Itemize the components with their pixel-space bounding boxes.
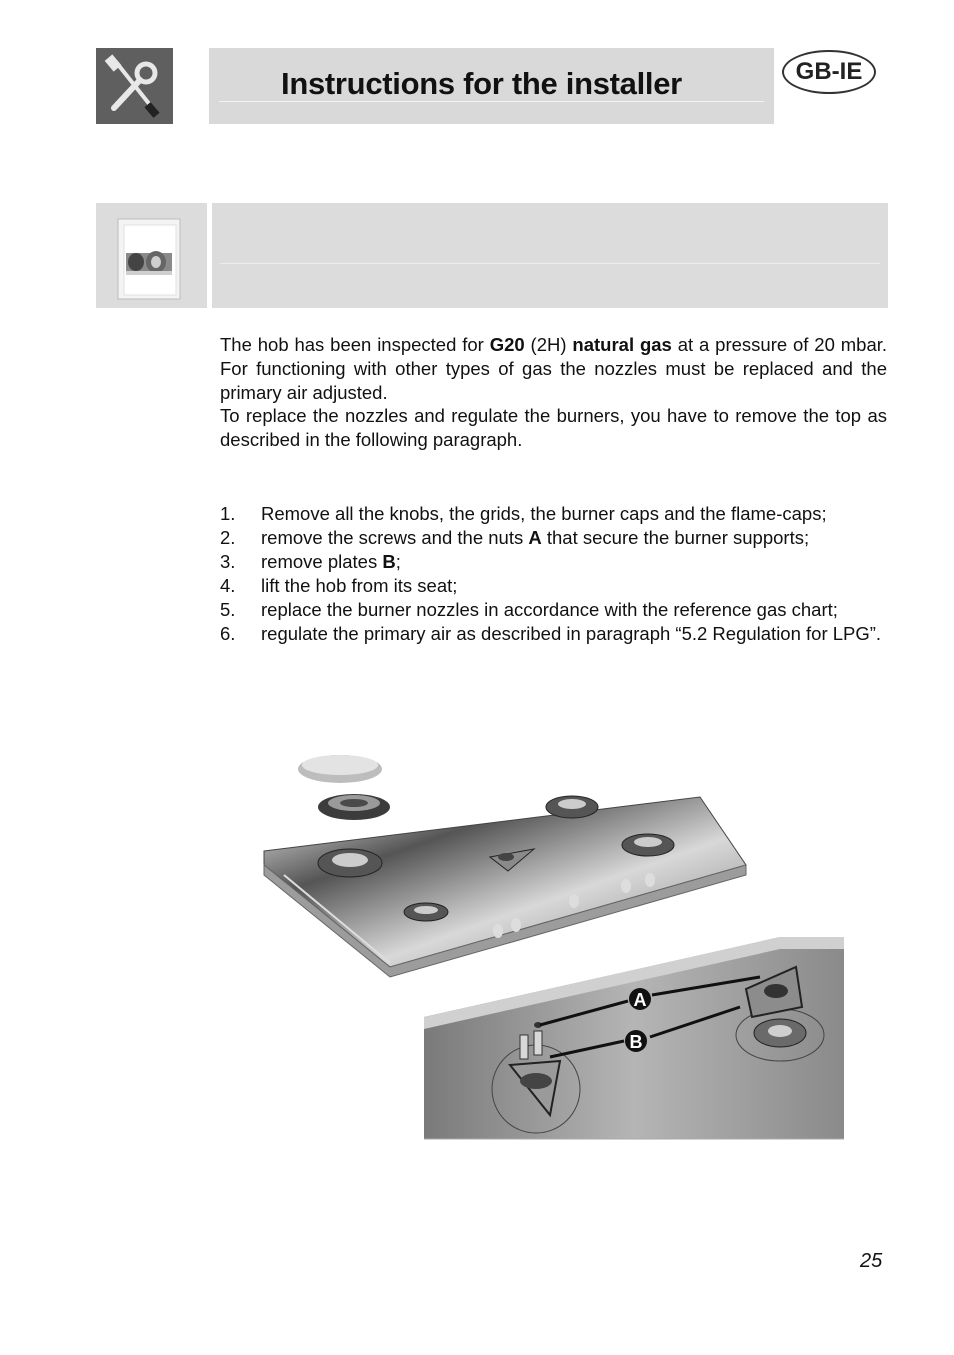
flame-cap — [318, 794, 390, 820]
text-run: at a pressure of 20 mbar. For functioning with other types of gas the nozzles must be replaced and the primary air adjusted. — [220, 334, 888, 403]
hob-top — [264, 796, 746, 977]
page-title: Instructions for the installer — [281, 66, 682, 101]
page-number: 25 — [860, 1250, 883, 1272]
text-run: that secure the burner supports; — [541, 527, 810, 548]
bold-term: A — [528, 527, 542, 548]
burner-knob-icon — [96, 203, 207, 308]
header-bar — [209, 48, 774, 124]
region-badge: GB-IE — [782, 50, 876, 94]
text-run: regulate the primary air as described in paragraph “5.2 Regulation for LPG”. — [261, 623, 882, 644]
intro-paragraph-2: To replace the nozzles and regulate the burners, you have to remove the top as described in the following paragraph. — [220, 405, 887, 450]
text-run: ; — [395, 551, 401, 572]
step-number: 4. — [220, 575, 236, 596]
step-item — [220, 598, 887, 622]
text-run: The hob has been inspected for — [220, 334, 490, 355]
callout-a: A — [633, 990, 647, 1010]
bold-term: natural gas — [572, 334, 672, 355]
text-run: (2H) — [524, 334, 573, 355]
step-item — [220, 550, 887, 574]
step-item — [220, 622, 887, 646]
bold-term: B — [382, 551, 396, 572]
step-number: 1. — [220, 503, 236, 524]
step-item — [220, 574, 887, 598]
tools-icon — [96, 48, 173, 124]
steps-list — [220, 502, 887, 646]
text-run: lift the hob from its seat; — [261, 575, 458, 596]
step-number: 5. — [220, 599, 236, 620]
step-item — [220, 502, 887, 526]
hob-base-detail — [424, 937, 844, 1139]
intro-paragraph — [220, 333, 887, 405]
step-number: 3. — [220, 551, 236, 572]
step-number: 6. — [220, 623, 236, 644]
hob-illustration — [240, 745, 860, 1145]
bold-term: G20 — [489, 334, 525, 355]
text-run: remove plates — [261, 551, 383, 572]
callout-b: B — [629, 1032, 643, 1052]
text-run: replace the burner nozzles in accordance with the reference gas chart; — [261, 599, 838, 620]
step-item — [220, 526, 887, 550]
text-run: Remove all the knobs, the grids, the burner caps and the flame-caps; — [261, 503, 827, 524]
burner-cap — [298, 755, 382, 783]
step-number: 2. — [220, 527, 236, 548]
text-run: remove the screws and the nuts — [261, 527, 529, 548]
section-heading-bar — [212, 203, 888, 308]
